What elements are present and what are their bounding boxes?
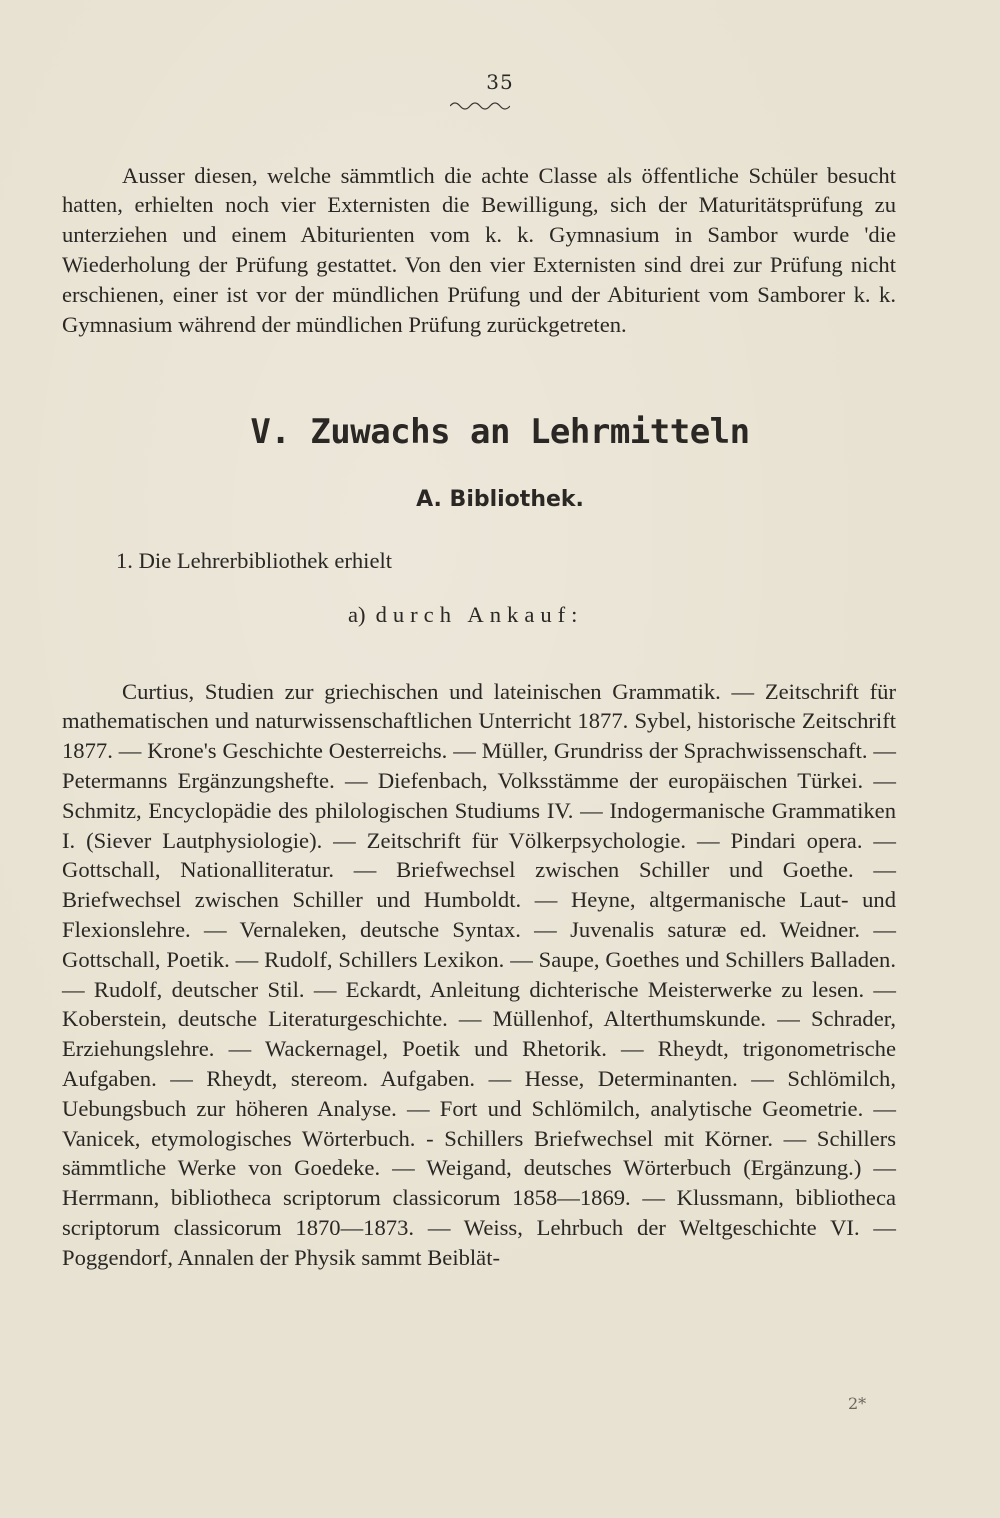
acquisition-heading bbox=[348, 602, 583, 628]
footer-signature-mark: 2* bbox=[848, 1394, 867, 1413]
section-heading: V. Zuwachs an Lehrmitteln bbox=[250, 412, 750, 452]
numbered-item: 1. Die Lehrerbibliothek erhielt bbox=[116, 548, 393, 573]
purchases-paragraph: Curtius, Studien zur griechischen und lateinischen Grammatik. — Zeitschrift für mathematischen und naturwissenschaftlichen Unterricht 1877. Sybel, historische Zeitschrift 1877. — Krone's Geschichte Oesterreichs. — Müller, Grundriss der Sprachwissenschaft. — Petermanns Ergänzungshefte. — Diefenbach, Volksstämme der europäischen Türkei. — Schmitz, Encyclopädie des philologischen Studiums IV. — Indogermanische Grammatiken I. (Siever Lautphysiologie). — Zeitschrift für Völkerpsychologie. — Pindari opera. — Gottschall, Nationalliteratur. — Briefwechsel zwischen Schiller und Goethe. — Briefwechsel zwischen Schiller und Humboldt. — Heyne, altgermanische Laut- und Flexionslehre. — Vernaleken, deutsche Syntax. — Juvenalis saturæ ed. Weidner. — Gottschall, Poetik. — Rudolf, Schillers Lexikon. — Saupe, Goethes und Schillers Balladen. — Rudolf, deutscher Stil. — Eckardt, Anleitung dichterische Meisterwerke zu lesen. — Koberstein, deutsche Literaturgeschichte. — Müllenhof, Alterthumskunde. — Schrader, Erziehungslehre. — Wackernagel, Poetik und Rhetorik. — Rheydt, trigonometrische Aufgaben. — Rheydt, stereom. Aufgaben. — Hesse, Determinanten. — Schlömilch, Uebungsbuch zur höheren Analyse. — Fort und Schlömilch, analytische Geometrie. — Vanicek, etymologisches Wörterbuch. - Schillers Briefwechsel mit Körner. — Schillers sämmtliche Werke von Goedeke. — Weigand, deutsches Wörterbuch (Ergänzung.) — Herrmann, bibliotheca scriptorum classicorum 1858—1869. — Klussmann, bibliotheca scriptorum classicorum 1870—1873. — Weiss, Lehrbuch der Weltgeschichte VI. — Poggendorf, Annalen der Physik sammt Beiblät- bbox=[62, 678, 896, 1270]
acquisition-text: durch Ankauf: bbox=[375, 602, 584, 627]
subsection-heading: A. Bibliothek. bbox=[416, 487, 584, 512]
page-number: 35 bbox=[486, 70, 514, 94]
acquisition-label: a) bbox=[348, 602, 366, 627]
wave-ornament bbox=[450, 100, 510, 110]
intro-paragraph: Ausser diesen, welche sämmtlich die achte Classe als öffentliche Schüler besucht hatten, erhielten noch vier Externisten die Bewilligung, sich der Maturitätsprüfung zu unterziehen und einem Abiturienten vom k. k. Gymnasium in Sambor wurde 'die Wiederholung der Prüfung gestattet. Von den vier Externisten sind drei zur Prüfung nicht erschienen, einer ist vor der mündlichen Prüfung und der Abiturient vom Samborer k. k. Gymnasium während der mündlichen Prüfung zurückgetreten. bbox=[62, 162, 896, 337]
